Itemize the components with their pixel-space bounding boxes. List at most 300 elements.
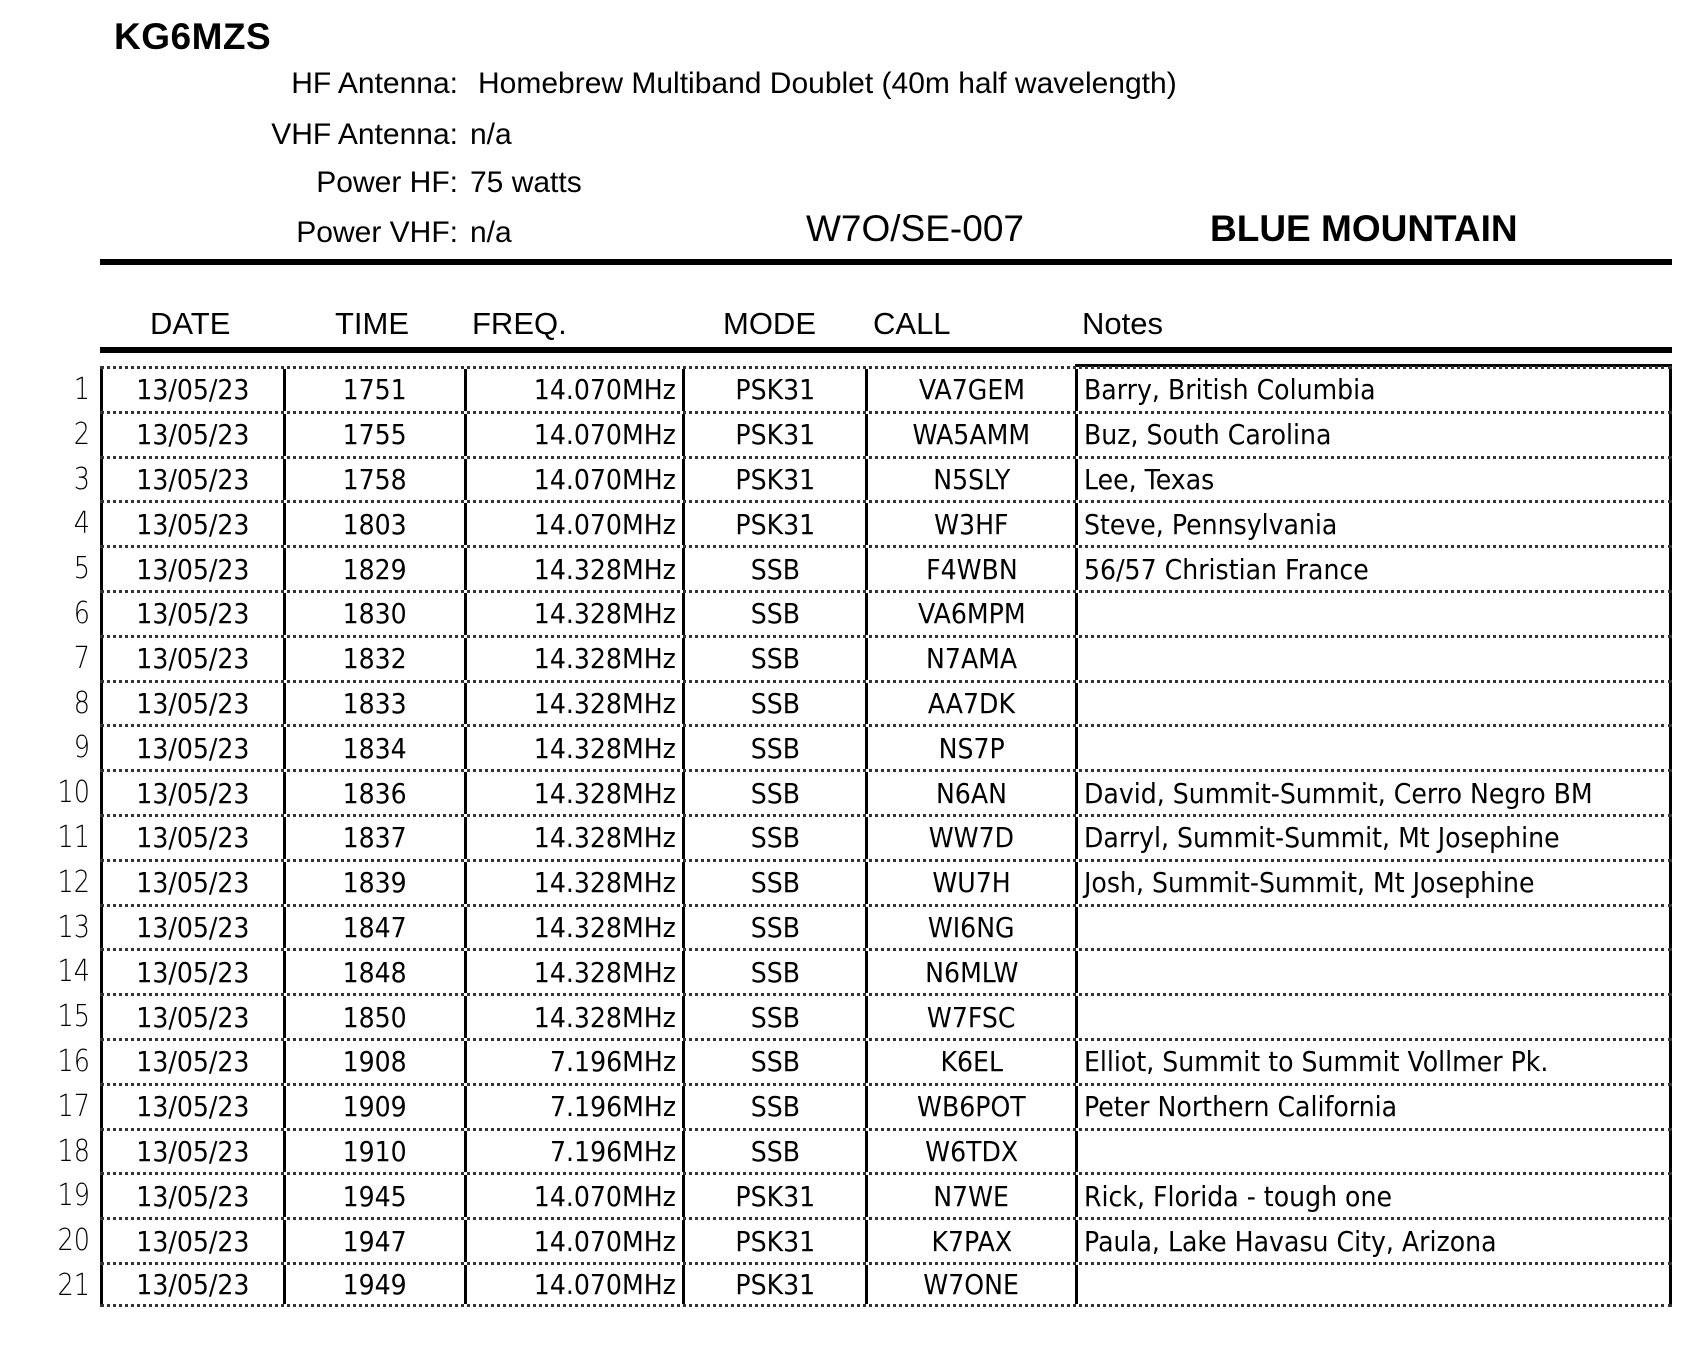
summit-reference: W7O/SE-007 [806,208,1024,249]
call-text: W6TDX [924,1134,1019,1168]
mode-cell [682,1265,865,1304]
mode-cell [682,1131,865,1173]
call-text: N6AN [936,776,1007,810]
date-text: 13/05/23 [136,373,250,407]
freq-text: 7.196MHz [549,1090,676,1124]
date-text: 13/05/23 [136,1134,250,1168]
time-cell [283,817,464,859]
mode-text: SSB [750,821,800,855]
hf-antenna-value: Homebrew Multiband Doublet (40m half wavelength) [478,67,1177,100]
date-text: 13/05/23 [136,686,250,720]
call-cell [865,817,1075,859]
notes-cell [1075,772,1672,814]
time-text: 1832 [342,642,408,676]
call-text: VA6MPM [917,597,1026,631]
row-number: 2 [73,416,90,452]
freq-cell [464,548,682,590]
row-number: 12 [57,864,90,900]
freq-cell [464,1175,682,1217]
call-text: WA5AMM [912,418,1031,452]
freq-text: 7.196MHz [549,1134,676,1168]
date-text: 13/05/23 [136,642,250,676]
time-cell [283,907,464,949]
notes-text: Elliot, Summit to Summit Vollmer Pk. [1084,1045,1549,1079]
column-header-freq: FREQ. [472,306,567,341]
date-text: 13/05/23 [136,1045,250,1079]
freq-text: 14.328MHz [533,552,676,586]
date-cell [100,503,283,545]
time-cell [283,548,464,590]
table-row [57,859,1672,904]
freq-text: 14.070MHz [533,462,676,496]
mode-cell [682,548,865,590]
call-cell [865,727,1075,769]
row-number: 14 [57,954,90,990]
table-row [73,456,1672,501]
call-text: K6EL [940,1045,1003,1079]
date-cell [100,638,283,680]
notes-cell [1075,1086,1672,1128]
call-text: K7PAX [931,1224,1012,1258]
table-row [57,1262,1672,1307]
mode-cell [682,1041,865,1083]
date-text: 13/05/23 [136,731,250,765]
freq-cell [464,727,682,769]
call-cell [865,593,1075,635]
date-text: 13/05/23 [136,955,250,989]
freq-cell [464,862,682,904]
call-cell [865,951,1075,993]
call-text: W3HF [934,507,1009,541]
row-number: 5 [73,551,90,587]
freq-text: 14.328MHz [533,686,676,720]
time-text: 1848 [342,955,408,989]
freq-cell [464,907,682,949]
call-cell [865,1041,1075,1083]
call-text: WI6NG [928,910,1015,944]
row-number: 18 [57,1133,90,1169]
power-hf-value: 75 watts [470,166,582,199]
notes-text: Peter Northern California [1084,1090,1398,1124]
freq-text: 14.070MHz [533,373,676,407]
mode-cell [682,772,865,814]
table-row [57,814,1672,859]
mode-cell [682,683,865,725]
date-cell [100,727,283,769]
date-cell [100,1131,283,1173]
row-number: 3 [73,461,90,497]
call-cell [865,862,1075,904]
call-text: N7WE [933,1179,1010,1213]
date-text: 13/05/23 [136,1000,250,1034]
column-header-call: CALL [873,306,951,341]
notes-cell [1075,593,1672,635]
freq-cell [464,1041,682,1083]
time-text: 1755 [342,418,408,452]
time-text: 1949 [342,1267,408,1301]
time-text: 1834 [342,731,408,765]
notes-text: 56/57 Christian France [1084,552,1369,586]
mode-cell [682,996,865,1038]
time-text: 1751 [342,373,408,407]
call-cell [865,772,1075,814]
date-cell [100,369,283,411]
freq-cell [464,817,682,859]
date-text: 13/05/23 [136,552,250,586]
time-cell [283,1175,464,1217]
date-text: 13/05/23 [136,776,250,810]
row-number: 6 [73,595,90,631]
mode-cell [682,1175,865,1217]
freq-cell [464,951,682,993]
freq-text: 14.070MHz [533,507,676,541]
mode-text: SSB [750,955,800,989]
notes-cell [1075,951,1672,993]
notes-cell [1075,817,1672,859]
date-cell [100,414,283,456]
freq-text: 7.196MHz [549,1045,676,1079]
freq-cell [464,414,682,456]
notes-cell [1075,503,1672,545]
time-cell [283,772,464,814]
table-row [57,1038,1672,1083]
time-cell [283,683,464,725]
notes-cell [1075,996,1672,1038]
freq-text: 14.070MHz [533,418,676,452]
mode-text: SSB [750,552,800,586]
freq-cell [464,459,682,501]
mode-cell [682,369,865,411]
call-cell [865,638,1075,680]
call-cell [865,996,1075,1038]
mode-text: SSB [750,1090,800,1124]
date-text: 13/05/23 [136,1090,250,1124]
row-number: 10 [57,775,90,811]
table-row [73,724,1672,769]
freq-cell [464,369,682,411]
notes-cell [1075,548,1672,590]
freq-cell [464,996,682,1038]
freq-text: 14.070MHz [533,1179,676,1213]
date-text: 13/05/23 [136,866,250,900]
mode-cell [682,1086,865,1128]
power-hf-label: Power HF: [316,166,458,199]
date-text: 13/05/23 [136,597,250,631]
freq-text: 14.328MHz [533,866,676,900]
power-vhf-value: n/a [470,216,512,249]
notes-text: Lee, Texas [1084,462,1215,496]
date-cell [100,951,283,993]
mode-cell [682,414,865,456]
call-cell [865,1131,1075,1173]
call-cell [865,1086,1075,1128]
row-number: 13 [57,909,90,945]
row-number: 7 [73,640,90,676]
date-cell [100,996,283,1038]
date-cell [100,772,283,814]
date-cell [100,1265,283,1304]
time-text: 1910 [342,1134,408,1168]
time-text: 1830 [342,597,408,631]
table-row [57,904,1672,949]
column-header-mode: MODE [723,306,816,341]
column-header-date: DATE [150,306,231,341]
notes-cell [1075,1175,1672,1217]
time-cell [283,459,464,501]
time-text: 1837 [342,821,408,855]
notes-cell [1075,1265,1672,1304]
mode-text: SSB [750,1134,800,1168]
date-cell [100,1086,283,1128]
call-cell [865,907,1075,949]
mode-text: SSB [750,776,800,810]
date-cell [100,683,283,725]
mode-text: SSB [750,910,800,944]
power-vhf-label: Power VHF: [296,216,458,249]
table-row [57,948,1672,993]
freq-cell [464,1086,682,1128]
call-cell [865,1220,1075,1262]
mode-text: PSK31 [735,1179,815,1213]
freq-text: 14.328MHz [533,1000,676,1034]
date-text: 13/05/23 [136,507,250,541]
table-row [57,1217,1672,1262]
date-cell [100,1175,283,1217]
freq-text: 14.328MHz [533,731,676,765]
freq-cell [464,1220,682,1262]
summit-name: BLUE MOUNTAIN [1210,208,1518,249]
notes-cell [1075,1220,1672,1262]
freq-cell [464,1265,682,1304]
date-text: 13/05/23 [136,910,250,944]
row-number: 11 [57,819,90,855]
vhf-antenna-label: VHF Antenna: [271,118,458,151]
mode-text: SSB [750,597,800,631]
date-cell [100,593,283,635]
time-cell [283,414,464,456]
date-cell [100,817,283,859]
call-cell [865,369,1075,411]
time-cell [283,593,464,635]
time-text: 1909 [342,1090,408,1124]
row-number: 17 [57,1088,90,1124]
freq-cell [464,503,682,545]
call-text: WW7D [928,821,1015,855]
call-cell [865,503,1075,545]
notes-cell [1075,907,1672,949]
freq-text: 14.328MHz [533,955,676,989]
freq-text: 14.070MHz [533,1224,676,1258]
notes-text: Buz, South Carolina [1084,418,1332,452]
date-cell [100,862,283,904]
date-cell [100,1041,283,1083]
time-text: 1947 [342,1224,408,1258]
time-cell [283,1131,464,1173]
mode-cell [682,727,865,769]
notes-text: David, Summit-Summit, Cerro Negro BM [1084,776,1593,810]
call-cell [865,1265,1075,1304]
table-row [73,500,1672,545]
call-text: N5SLY [933,462,1010,496]
time-text: 1839 [342,866,408,900]
mode-cell [682,951,865,993]
call-text: N7AMA [925,642,1018,676]
freq-text: 14.328MHz [533,642,676,676]
mode-cell [682,459,865,501]
call-cell [865,548,1075,590]
row-number: 8 [73,685,90,721]
freq-text: 14.328MHz [533,776,676,810]
time-text: 1836 [342,776,408,810]
time-text: 1803 [342,507,408,541]
mode-text: SSB [750,1045,800,1079]
notes-text: Paula, Lake Havasu City, Arizona [1084,1224,1497,1258]
vhf-antenna-value: n/a [470,118,512,151]
mode-cell [682,593,865,635]
mode-cell [682,1220,865,1262]
header-divider [100,259,1672,265]
date-text: 13/05/23 [136,821,250,855]
time-text: 1833 [342,686,408,720]
date-text: 13/05/23 [136,1224,250,1258]
notes-text: Darryl, Summit-Summit, Mt Josephine [1084,821,1560,855]
time-text: 1908 [342,1045,408,1079]
freq-text: 14.070MHz [533,1267,676,1301]
mode-cell [682,862,865,904]
time-cell [283,369,464,411]
mode-cell [682,638,865,680]
column-header-divider [100,347,1672,353]
call-text: VA7GEM [918,373,1025,407]
freq-cell [464,638,682,680]
date-cell [100,1220,283,1262]
time-text: 1829 [342,552,408,586]
mode-text: PSK31 [735,507,815,541]
row-number: 4 [73,506,90,542]
mode-text: PSK31 [735,418,815,452]
mode-cell [682,817,865,859]
freq-cell [464,593,682,635]
freq-cell [464,683,682,725]
date-text: 13/05/23 [136,418,250,452]
call-cell [865,1175,1075,1217]
mode-text: PSK31 [735,1224,815,1258]
mode-text: SSB [750,866,800,900]
mode-cell [682,503,865,545]
time-cell [283,727,464,769]
notes-text: Josh, Summit-Summit, Mt Josephine [1084,866,1535,900]
call-text: W7ONE [923,1267,1020,1301]
mode-text: PSK31 [735,462,815,496]
time-text: 1847 [342,910,408,944]
notes-cell [1075,638,1672,680]
notes-cell [1075,727,1672,769]
table-row [57,1083,1672,1128]
row-number: 21 [57,1267,90,1303]
row-number: 16 [57,1043,90,1079]
time-cell [283,1265,464,1304]
table-row [73,635,1672,680]
qso-log-table [57,366,1672,1307]
time-cell [283,951,464,993]
notes-cell [1075,683,1672,725]
row-number: 19 [57,1178,90,1214]
freq-text: 14.328MHz [533,597,676,631]
call-text: NS7P [938,731,1005,765]
mode-text: SSB [750,1000,800,1034]
mode-text: SSB [750,731,800,765]
time-text: 1945 [342,1179,408,1213]
call-text: N6MLW [924,955,1019,989]
time-cell [283,1220,464,1262]
notes-cell [1075,1041,1672,1083]
mode-text: PSK31 [735,373,815,407]
operator-callsign: KG6MZS [114,16,272,57]
mode-cell [682,907,865,949]
call-text: WU7H [932,866,1011,900]
time-cell [283,1086,464,1128]
call-text: AA7DK [927,686,1016,720]
notes-cell [1075,414,1672,456]
row-number: 20 [57,1223,90,1259]
freq-cell [464,1131,682,1173]
time-text: 1758 [342,462,408,496]
call-cell [865,414,1075,456]
table-row [57,769,1672,814]
column-header-notes: Notes [1082,306,1163,341]
notes-text: Rick, Florida - tough one [1084,1179,1392,1213]
notes-cell [1075,862,1672,904]
time-cell [283,862,464,904]
mode-text: SSB [750,686,800,720]
notes-cell [1075,1131,1672,1173]
time-text: 1850 [342,1000,408,1034]
column-header-time: TIME [335,306,410,341]
table-row [73,545,1672,590]
mode-text: PSK31 [735,1267,815,1301]
freq-text: 14.328MHz [533,821,676,855]
row-number: 1 [73,372,90,407]
table-row [57,1172,1672,1217]
freq-cell [464,772,682,814]
call-text: F4WBN [925,552,1018,586]
notes-cell [1075,369,1672,411]
time-cell [283,996,464,1038]
date-cell [100,459,283,501]
row-number: 9 [73,730,90,766]
freq-text: 14.328MHz [533,910,676,944]
notes-text: Barry, British Columbia [1084,373,1376,407]
table-row [73,366,1672,411]
notes-cell [1075,459,1672,501]
time-cell [283,638,464,680]
call-text: W7FSC [927,1000,1016,1034]
call-cell [865,683,1075,725]
date-text: 13/05/23 [136,1267,250,1301]
mode-text: SSB [750,642,800,676]
hf-antenna-label: HF Antenna: [291,67,458,100]
table-row [57,1128,1672,1173]
call-text: WB6POT [917,1090,1026,1124]
time-cell [283,1041,464,1083]
table-row [73,411,1672,456]
table-row [73,680,1672,725]
date-cell [100,548,283,590]
table-row [57,993,1672,1038]
date-cell [100,907,283,949]
date-text: 13/05/23 [136,462,250,496]
time-cell [283,503,464,545]
